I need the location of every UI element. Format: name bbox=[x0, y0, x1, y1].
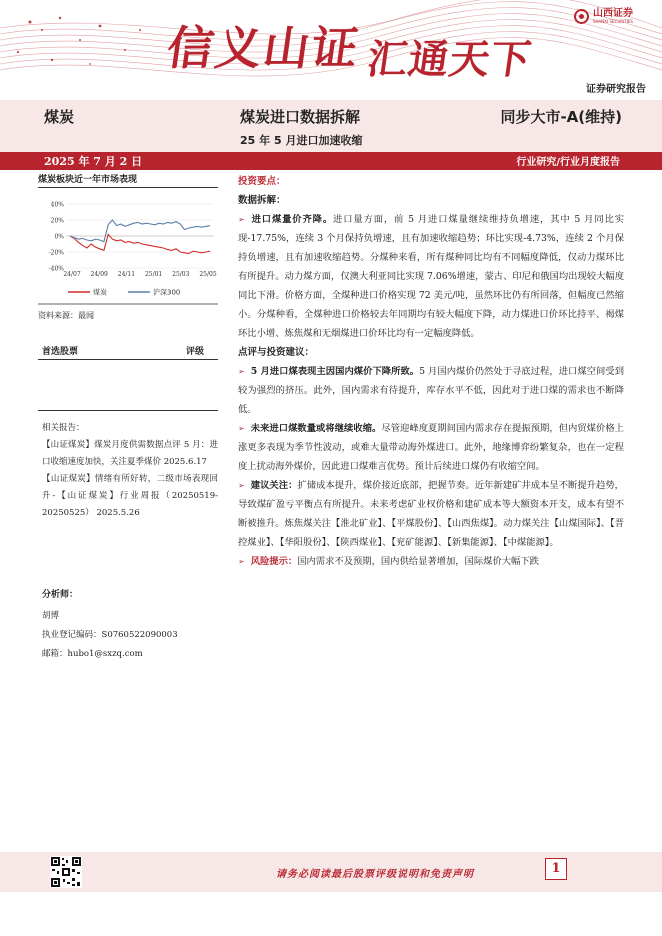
paragraph-lead: 进口煤量价齐降。 bbox=[250, 214, 334, 225]
legend-label: 煤炭 bbox=[93, 288, 107, 297]
risk-lead: 风险提示： bbox=[250, 556, 298, 567]
x-tick-label: 25/01 bbox=[144, 271, 163, 278]
related-report-item[interactable]: 【山证煤炭】煤炭月度供需数据点评 5 月：进口收缩速度加快，关注夏季煤价 2025.6.17 bbox=[42, 440, 218, 467]
analyst-license: 执业登记编码：S0760522090003 bbox=[42, 630, 178, 640]
risk-body: 国内需求不及预期，国内供给显著增加，国际煤价大幅下跌 bbox=[297, 556, 539, 567]
company-logo bbox=[574, 8, 633, 24]
main-content bbox=[238, 172, 624, 571]
arrow-bullet-icon: ➢ bbox=[238, 367, 245, 376]
top-picks-label: 首选股票 bbox=[42, 347, 79, 357]
x-tick-label: 24/11 bbox=[117, 271, 136, 278]
slogan-part2: 汇通天下 bbox=[364, 36, 535, 83]
x-tick-label: 24/07 bbox=[63, 271, 81, 278]
report-type: 证券研究报告 bbox=[586, 84, 646, 95]
analyst-email[interactable]: 邮箱：hubo1@sxzq.com bbox=[42, 649, 143, 659]
paragraph-recommendations bbox=[238, 476, 624, 552]
divider bbox=[38, 410, 218, 411]
related-report-item[interactable]: 【山证煤炭】情绪有所好转，二级市场表现回升-【山证煤炭】行业周报（20250519-20250525） 2025.5.26 bbox=[42, 474, 218, 518]
arrow-bullet-icon: ➢ bbox=[238, 481, 245, 490]
arrow-bullet-icon: ➢ bbox=[238, 557, 245, 566]
y-tick-label: 0% bbox=[54, 233, 64, 241]
analyst-name: 胡博 bbox=[42, 611, 60, 621]
paragraph-lead: 未来进口煤数量或将继续收缩。 bbox=[250, 423, 382, 434]
y-tick-label: 20% bbox=[50, 217, 64, 225]
logo-icon bbox=[574, 9, 589, 24]
paragraph-lead: 建议关注： bbox=[250, 480, 298, 491]
disclaimer-notice: 请务必阅读最后股票评级说明和免责声明 bbox=[276, 869, 474, 880]
report-category: 行业研究/行业月度报告 bbox=[516, 157, 620, 168]
analyst-heading: 分析师： bbox=[42, 590, 79, 600]
industry-rating: 同步大市-A(维持) bbox=[500, 108, 622, 126]
x-tick-label: 25/05 bbox=[199, 271, 217, 278]
paragraph-lead: 5 月进口煤表现主因国内煤价下降所致。 bbox=[250, 366, 420, 377]
report-subtitle: 25 年 5 月进口加速收缩 bbox=[240, 134, 363, 147]
qr-code-icon[interactable] bbox=[50, 856, 82, 888]
industry-label: 煤炭 bbox=[44, 108, 75, 126]
x-tick-label: 25/03 bbox=[172, 271, 190, 278]
top-picks-header bbox=[38, 344, 218, 360]
highlights-heading: 投资要点： bbox=[238, 176, 286, 187]
page-number: 1 bbox=[545, 858, 567, 880]
paragraph-import-volume-price bbox=[238, 210, 624, 343]
legend-label: 沪深300 bbox=[153, 288, 181, 297]
paragraph-risk bbox=[238, 552, 624, 571]
report-date: 2025 年 7 月 2 日 bbox=[44, 155, 143, 168]
series-line-沪深300 bbox=[70, 220, 210, 242]
top-picks-rating-label: 评级 bbox=[185, 347, 204, 357]
y-tick-label: -20% bbox=[48, 249, 64, 257]
paragraph-future-imports bbox=[238, 419, 624, 476]
chart-title: 煤炭板块近一年市场表现 bbox=[38, 172, 218, 188]
logo-name: 山西证券 bbox=[593, 8, 633, 19]
chart-source: 资料来源：最闻 bbox=[38, 311, 94, 320]
related-heading: 相关报告： bbox=[42, 423, 85, 433]
paragraph-body: 进口量方面，前 5 月进口煤量继续维持负增速，其中 5 月同比实现-17.75%，连续 3 个月保持负增速，且有加速收缩趋势；环比实现-4.73%，连续 2 个月保持负增速，且有加速收缩趋势。分煤种来看，所有煤种同比均有不同幅度降低，仅动力煤环比有所提升。动力煤方面，仅澳大利亚同比实现 7.06%增速，蒙古、印尼和俄国均出现较大幅度同比下滑。价格方面，全煤种进口价格实现 72 美元/吨，虽然环比仍有所回落，但幅度已然缩小。分煤种看，全煤种进口价格较去年同期均有较大幅度下降，动力煤进口价环比持平、褐煤环比小增、炼焦煤和无烟煤进口价环比均有一定幅度降低。 bbox=[238, 214, 624, 339]
paragraph-price-decline bbox=[238, 362, 624, 419]
y-tick-label: 40% bbox=[50, 201, 64, 209]
report-title: 煤炭进口数据拆解 bbox=[240, 108, 361, 126]
related-reports bbox=[42, 420, 218, 522]
paragraph-body: 扩储成本提升，煤价接近底部，把握节奏。近年新建矿井成本呈不断提升趋势，导致煤矿盈亏平衡点有所提升。未来考虑矿业权价格和建矿成本等大额资本开支，成本有望不断被推升。炼焦煤关注【淮北矿业】、【平煤股份】、【山西焦煤】。动力煤关注【山煤国际】、【晋控煤业】、【华阳股份】、【陕西煤业】、【兖矿能源】、【新集能源】、【中煤能源】。 bbox=[238, 480, 624, 548]
paragraph-body: 尽管迎峰度夏期间国内需求存在提振预期，但内贸煤价格上涨更多表现为季节性波动，或难大量带动海外煤进口。此外，地缘博弈纷繁复杂，也在一定程度上扰动海外煤价，因此进口煤难言优势。预计后续进口煤仍有收缩空间。 bbox=[238, 423, 624, 472]
arrow-bullet-icon: ➢ bbox=[238, 424, 245, 433]
slogan-part1: 信义山证 bbox=[163, 21, 364, 75]
y-tick-label: -40% bbox=[48, 265, 64, 273]
analyst-info bbox=[42, 586, 218, 664]
comment-heading: 点评与投资建议： bbox=[238, 347, 315, 358]
logo-name-en: SHANXI SECURITIES bbox=[593, 19, 633, 24]
header-banner bbox=[0, 0, 662, 100]
data-heading: 数据拆解： bbox=[238, 195, 286, 206]
series-line-煤炭 bbox=[70, 234, 210, 253]
paragraph-body: 5 月国内煤价仍然处于寻底过程，进口煤空间受到较为强烈的挤压。此外，国内需求有待提升，库存水平不低，因此对于进口煤的需求也不断降低。 bbox=[238, 366, 624, 415]
arrow-bullet-icon: ➢ bbox=[238, 215, 245, 224]
x-tick-label: 24/09 bbox=[90, 271, 108, 278]
market-performance-chart bbox=[38, 196, 218, 318]
